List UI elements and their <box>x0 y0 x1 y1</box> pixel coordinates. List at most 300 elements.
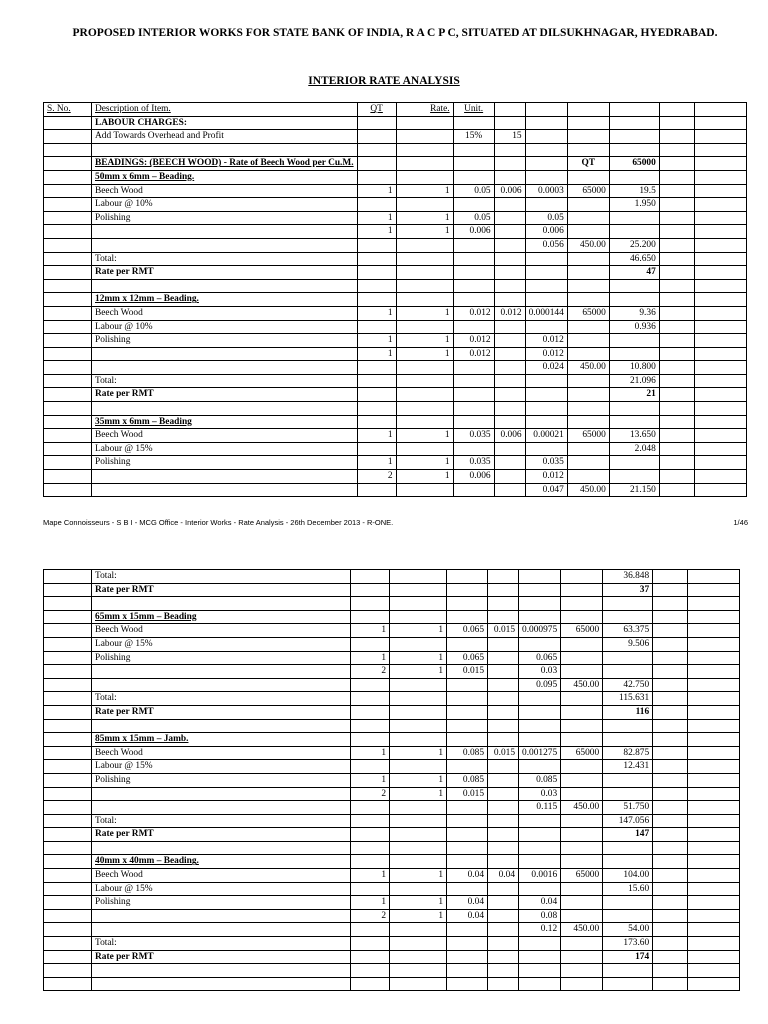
value-cell <box>390 733 447 747</box>
value-cell <box>609 293 659 307</box>
value-cell <box>653 801 688 815</box>
table-row <box>44 841 740 855</box>
table-row <box>44 787 740 801</box>
value-cell <box>519 597 561 611</box>
serial-number-cell <box>44 869 92 883</box>
value-cell <box>688 909 740 923</box>
value-cell <box>357 238 396 252</box>
value-cell <box>351 583 390 597</box>
value-cell: 0.012 <box>494 306 525 320</box>
serial-number-cell <box>44 429 92 443</box>
value-cell: 0.05 <box>453 211 494 225</box>
value-cell: 42.750 <box>603 678 653 692</box>
value-cell: 0.065 <box>447 624 488 638</box>
item-description-cell: Total: <box>92 252 358 266</box>
item-description-cell: Labour @ 15% <box>92 882 351 896</box>
value-cell <box>561 773 603 787</box>
value-cell <box>609 143 659 157</box>
value-cell <box>351 692 390 706</box>
value-cell: 0.065 <box>447 651 488 665</box>
item-description-cell: Polishing <box>92 211 358 225</box>
value-cell <box>653 841 688 855</box>
value-cell <box>609 415 659 429</box>
serial-number-cell <box>44 252 92 266</box>
value-cell <box>567 103 609 117</box>
value-cell <box>653 624 688 638</box>
serial-number-cell <box>44 637 92 651</box>
value-cell <box>351 828 390 842</box>
value-cell <box>561 896 603 910</box>
table-row <box>44 597 740 611</box>
item-description-cell: Rate per RMT <box>92 828 351 842</box>
table-row <box>44 157 747 171</box>
table-row <box>44 570 740 584</box>
value-cell: 15.60 <box>603 882 653 896</box>
value-cell <box>488 801 519 815</box>
value-cell <box>609 456 659 470</box>
value-cell <box>561 964 603 978</box>
value-cell <box>494 225 525 239</box>
serial-number-cell <box>44 211 92 225</box>
page-footer-text: Mape Connoisseurs - S B I - MCG Office - Interior Works - Rate Analysis - 26th December 2013 - R-ONE. <box>43 518 394 527</box>
value-cell: 0.0003 <box>525 184 567 198</box>
value-cell <box>653 773 688 787</box>
value-cell <box>694 198 746 212</box>
value-cell: 450.00 <box>567 238 609 252</box>
table-row <box>44 896 740 910</box>
value-cell: 65000 <box>561 746 603 760</box>
table-row <box>44 828 740 842</box>
table-row <box>44 238 747 252</box>
value-cell <box>447 828 488 842</box>
item-description-cell: Polishing <box>92 334 358 348</box>
value-cell: 1 <box>357 429 396 443</box>
value-cell <box>357 402 396 416</box>
value-cell <box>351 964 390 978</box>
value-cell <box>390 950 447 964</box>
value-cell: 2 <box>351 787 390 801</box>
value-cell <box>659 456 694 470</box>
value-cell <box>688 964 740 978</box>
value-cell <box>561 719 603 733</box>
item-description-cell: BEADINGS: (BEECH WOOD) - Rate of Beech Wood per Cu.M. <box>92 157 358 171</box>
value-cell <box>653 583 688 597</box>
value-cell: 1 <box>351 896 390 910</box>
value-cell <box>688 882 740 896</box>
value-cell <box>659 429 694 443</box>
value-cell <box>494 361 525 375</box>
item-description-cell: Beech Wood <box>92 746 351 760</box>
value-cell <box>488 814 519 828</box>
value-cell <box>609 103 659 117</box>
value-cell <box>659 252 694 266</box>
value-cell <box>688 896 740 910</box>
value-cell <box>525 157 567 171</box>
value-cell <box>688 719 740 733</box>
value-cell: 1 <box>390 869 447 883</box>
value-cell <box>609 402 659 416</box>
table-row <box>44 306 747 320</box>
serial-number-cell <box>44 814 92 828</box>
value-cell: 450.00 <box>567 361 609 375</box>
value-cell <box>653 828 688 842</box>
serial-number-cell <box>44 583 92 597</box>
value-cell <box>567 279 609 293</box>
serial-number-cell <box>44 733 92 747</box>
value-cell <box>688 801 740 815</box>
value-cell <box>396 293 453 307</box>
value-cell: 1 <box>357 225 396 239</box>
value-cell <box>351 637 390 651</box>
value-cell <box>653 964 688 978</box>
value-cell: 1.950 <box>609 198 659 212</box>
serial-number-cell <box>44 143 92 157</box>
value-cell <box>694 252 746 266</box>
value-cell <box>357 415 396 429</box>
table-row <box>44 456 747 470</box>
value-cell <box>453 388 494 402</box>
serial-number-cell <box>44 442 92 456</box>
value-cell <box>519 692 561 706</box>
value-cell <box>453 415 494 429</box>
value-cell <box>351 760 390 774</box>
item-description-cell: Labour @ 10% <box>92 198 358 212</box>
value-cell: 0.015 <box>447 665 488 679</box>
item-description-cell: Labour @ 15% <box>92 760 351 774</box>
value-cell <box>694 130 746 144</box>
serial-number-cell <box>44 306 92 320</box>
value-cell <box>357 293 396 307</box>
item-description-cell: 35mm x 6mm – Beading <box>92 415 358 429</box>
value-cell <box>390 923 447 937</box>
value-cell <box>396 143 453 157</box>
value-cell <box>357 279 396 293</box>
value-cell: 116 <box>603 705 653 719</box>
serial-number-cell <box>44 198 92 212</box>
value-cell <box>519 637 561 651</box>
value-cell <box>488 773 519 787</box>
value-cell <box>453 279 494 293</box>
value-cell: 1 <box>396 334 453 348</box>
value-cell <box>603 977 653 991</box>
value-cell <box>488 637 519 651</box>
value-cell <box>494 238 525 252</box>
item-description-cell: Polishing <box>92 456 358 470</box>
value-cell <box>659 238 694 252</box>
value-cell: 0.000975 <box>519 624 561 638</box>
serial-number-cell <box>44 937 92 951</box>
value-cell <box>494 116 525 130</box>
table-row <box>44 198 747 212</box>
value-cell <box>688 624 740 638</box>
value-cell <box>396 483 453 497</box>
value-cell <box>494 279 525 293</box>
value-cell <box>447 733 488 747</box>
item-description-cell: Labour @ 15% <box>92 442 358 456</box>
value-cell <box>494 470 525 484</box>
table-row <box>44 361 747 375</box>
value-cell: 0.115 <box>519 801 561 815</box>
value-cell: 1 <box>396 184 453 198</box>
value-cell <box>694 388 746 402</box>
value-cell <box>694 225 746 239</box>
value-cell <box>488 705 519 719</box>
value-cell <box>567 252 609 266</box>
value-cell <box>688 583 740 597</box>
value-cell: 0.006 <box>453 470 494 484</box>
value-cell <box>390 570 447 584</box>
item-description-cell <box>92 225 358 239</box>
value-cell <box>396 238 453 252</box>
value-cell <box>525 415 567 429</box>
value-cell <box>609 334 659 348</box>
value-cell <box>659 306 694 320</box>
value-cell <box>567 211 609 225</box>
value-cell <box>659 347 694 361</box>
serial-number-cell <box>44 238 92 252</box>
value-cell <box>525 143 567 157</box>
value-cell <box>603 841 653 855</box>
value-cell <box>653 637 688 651</box>
value-cell <box>488 896 519 910</box>
serial-number-cell <box>44 773 92 787</box>
value-cell <box>351 882 390 896</box>
value-cell: 65000 <box>567 184 609 198</box>
item-description-cell <box>92 909 351 923</box>
value-cell: 36.848 <box>603 570 653 584</box>
table-row <box>44 252 747 266</box>
serial-number-cell <box>44 470 92 484</box>
value-cell <box>494 347 525 361</box>
value-cell <box>561 637 603 651</box>
item-description-cell <box>92 923 351 937</box>
value-cell <box>659 334 694 348</box>
value-cell <box>488 760 519 774</box>
item-description-cell: Rate per RMT <box>92 583 351 597</box>
value-cell <box>488 678 519 692</box>
value-cell <box>494 402 525 416</box>
value-cell: 2.048 <box>609 442 659 456</box>
value-cell: 0.024 <box>525 361 567 375</box>
item-description-cell: LABOUR CHARGES: <box>92 116 358 130</box>
value-cell: 65000 <box>609 157 659 171</box>
value-cell <box>357 116 396 130</box>
value-cell <box>688 746 740 760</box>
value-cell <box>561 597 603 611</box>
value-cell <box>561 814 603 828</box>
value-cell <box>447 705 488 719</box>
item-description-cell: Labour @ 10% <box>92 320 358 334</box>
value-cell <box>659 415 694 429</box>
value-cell <box>567 170 609 184</box>
value-cell <box>653 705 688 719</box>
serial-number-cell <box>44 909 92 923</box>
value-cell <box>351 814 390 828</box>
item-description-cell <box>92 665 351 679</box>
value-cell <box>561 787 603 801</box>
value-cell <box>561 828 603 842</box>
value-cell <box>519 570 561 584</box>
value-cell: 1 <box>357 211 396 225</box>
value-cell <box>525 402 567 416</box>
value-cell <box>659 279 694 293</box>
value-cell <box>653 665 688 679</box>
rate-analysis-table-page-1 <box>43 102 747 497</box>
item-description-cell: 65mm x 15mm – Beading <box>92 610 351 624</box>
value-cell: 1 <box>396 306 453 320</box>
value-cell <box>351 855 390 869</box>
value-cell <box>659 170 694 184</box>
value-cell <box>688 787 740 801</box>
value-cell <box>694 306 746 320</box>
item-description-cell: 40mm x 40mm – Beading. <box>92 855 351 869</box>
value-cell <box>694 170 746 184</box>
value-cell <box>561 909 603 923</box>
value-cell <box>396 402 453 416</box>
value-cell <box>351 923 390 937</box>
item-description-cell <box>92 279 358 293</box>
value-cell <box>494 334 525 348</box>
value-cell: 1 <box>396 225 453 239</box>
value-cell: 0.012 <box>453 306 494 320</box>
value-cell <box>519 828 561 842</box>
value-cell <box>567 456 609 470</box>
value-cell <box>603 651 653 665</box>
value-cell <box>567 470 609 484</box>
value-cell <box>488 692 519 706</box>
serial-number-cell <box>44 597 92 611</box>
value-cell: 0.015 <box>447 787 488 801</box>
value-cell <box>653 570 688 584</box>
value-cell <box>567 143 609 157</box>
value-cell <box>694 266 746 280</box>
value-cell <box>653 787 688 801</box>
value-cell <box>603 665 653 679</box>
serial-number-cell <box>44 746 92 760</box>
table-row <box>44 130 747 144</box>
item-description-cell: Rate per RMT <box>92 266 358 280</box>
value-cell: 1 <box>396 456 453 470</box>
value-cell <box>351 705 390 719</box>
value-cell <box>567 334 609 348</box>
value-cell <box>694 442 746 456</box>
value-cell <box>396 320 453 334</box>
value-cell <box>488 570 519 584</box>
value-cell: 21.150 <box>609 483 659 497</box>
table-row <box>44 692 740 706</box>
value-cell <box>396 116 453 130</box>
value-cell <box>688 705 740 719</box>
value-cell: 450.00 <box>561 678 603 692</box>
value-cell <box>688 733 740 747</box>
value-cell: 0.04 <box>488 869 519 883</box>
value-cell <box>653 882 688 896</box>
value-cell <box>351 610 390 624</box>
value-cell: 0.001275 <box>519 746 561 760</box>
serial-number-cell <box>44 964 92 978</box>
value-cell: QT <box>357 103 396 117</box>
value-cell <box>488 828 519 842</box>
value-cell <box>488 597 519 611</box>
value-cell: 9.506 <box>603 637 653 651</box>
value-cell: 0.12 <box>519 923 561 937</box>
value-cell <box>519 814 561 828</box>
serial-number-cell <box>44 334 92 348</box>
value-cell <box>447 801 488 815</box>
value-cell: 1 <box>396 429 453 443</box>
value-cell <box>688 841 740 855</box>
value-cell <box>390 692 447 706</box>
value-cell <box>488 787 519 801</box>
value-cell: 1 <box>351 773 390 787</box>
item-description-cell <box>92 470 358 484</box>
value-cell: 65000 <box>561 624 603 638</box>
value-cell <box>688 570 740 584</box>
value-cell <box>561 937 603 951</box>
value-cell <box>488 882 519 896</box>
value-cell <box>659 130 694 144</box>
value-cell: 0.015 <box>488 746 519 760</box>
table-row <box>44 773 740 787</box>
table-row <box>44 678 740 692</box>
value-cell <box>694 320 746 334</box>
rate-analysis-table-page-2 <box>43 569 740 991</box>
value-cell <box>453 293 494 307</box>
item-description-cell: Total: <box>92 814 351 828</box>
serial-number-cell <box>44 665 92 679</box>
table-row <box>44 402 747 416</box>
value-cell <box>494 442 525 456</box>
value-cell: 21.096 <box>609 374 659 388</box>
value-cell <box>390 964 447 978</box>
value-cell: 0.012 <box>453 334 494 348</box>
value-cell <box>609 116 659 130</box>
value-cell <box>603 855 653 869</box>
value-cell: 1 <box>357 347 396 361</box>
value-cell <box>494 170 525 184</box>
value-cell <box>396 266 453 280</box>
value-cell: 104.00 <box>603 869 653 883</box>
value-cell <box>390 801 447 815</box>
value-cell <box>659 198 694 212</box>
value-cell <box>694 103 746 117</box>
item-description-cell <box>92 347 358 361</box>
value-cell <box>567 374 609 388</box>
value-cell <box>351 950 390 964</box>
value-cell <box>488 977 519 991</box>
value-cell <box>453 116 494 130</box>
value-cell <box>694 415 746 429</box>
value-cell <box>688 814 740 828</box>
value-cell <box>351 937 390 951</box>
value-cell: 46.650 <box>609 252 659 266</box>
value-cell <box>609 225 659 239</box>
value-cell <box>567 442 609 456</box>
item-description-cell <box>92 678 351 692</box>
value-cell: Rate. <box>396 103 453 117</box>
serial-number-cell <box>44 923 92 937</box>
serial-number-cell <box>44 279 92 293</box>
table-row <box>44 320 747 334</box>
value-cell: 1 <box>351 651 390 665</box>
value-cell <box>390 977 447 991</box>
value-cell: Unit. <box>453 103 494 117</box>
value-cell <box>447 610 488 624</box>
value-cell <box>453 266 494 280</box>
value-cell: 54.00 <box>603 923 653 937</box>
table-row <box>44 293 747 307</box>
value-cell: 0.012 <box>525 334 567 348</box>
